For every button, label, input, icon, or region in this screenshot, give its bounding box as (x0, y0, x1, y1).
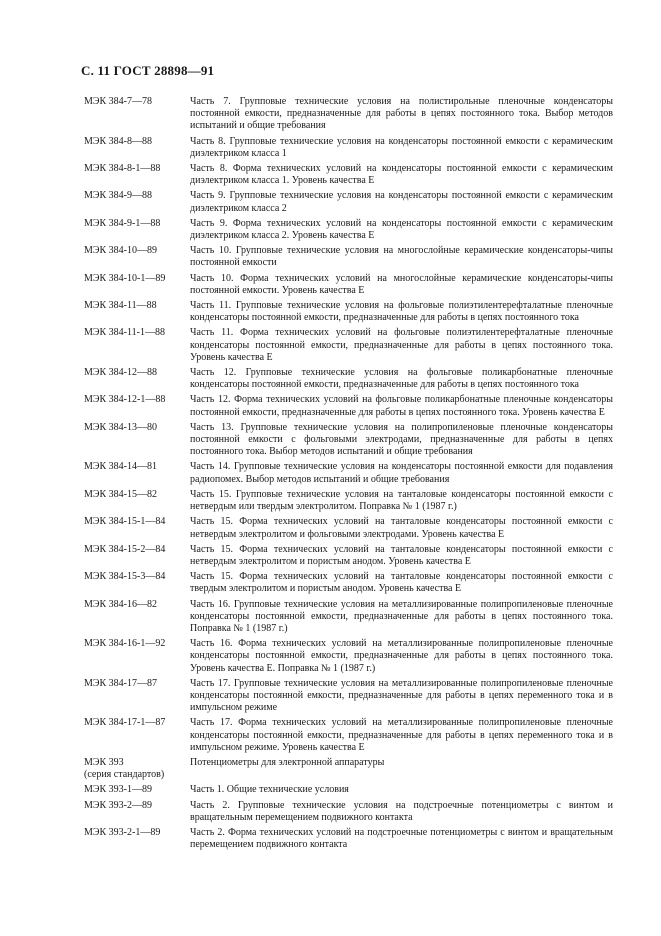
list-item (84, 678, 614, 715)
standard-code: МЭК 384-15—82 (84, 488, 157, 500)
standard-code: МЭК 384-13—80 (84, 421, 157, 433)
standard-title: Часть 14. Групповые технические условия на конденсаторы постоянной емкости для подавления радиопомех. Выбор методов испытаний и общие требования (190, 461, 613, 485)
standard-title: Потенциометры для электронной аппаратуры (190, 756, 385, 768)
standard-title: Часть 9. Форма технических условий на конденсаторы постоянной емкости с керамическим диэлектриком класса 2. Уровень качества Е (190, 217, 613, 242)
standard-code: МЭК 384-11-1—88 (84, 327, 165, 339)
standard-title: Часть 17. Форма технических условий на металлизированные полипропиленовые пленочные конденсаторы постоянной емкости, предназначенные для работы в цепях переменного тока и в импульсном режиме. Уровень качества Е (190, 717, 613, 753)
standard-code: МЭК 384-12—88 (84, 367, 157, 379)
list-item (84, 544, 614, 568)
standards-list (84, 96, 614, 854)
standard-code: МЭК 384-17-1—87 (84, 717, 166, 729)
list-item (84, 800, 614, 824)
standard-code: МЭК 384-16-1—92 (84, 638, 166, 650)
standard-title: Часть 2. Форма технических условий на подстроечные потенциометры с винтом и вращательным перемещением подвижного контакта (190, 826, 613, 851)
list-item (84, 461, 614, 485)
standard-code: МЭК 393-2-1—89 (84, 826, 161, 838)
standard-title: Часть 16. Форма технических условий на металлизированные полипропиленовые пленочные конденсаторы постоянной емкости, предназначенные для работы в цепях постоянного тока. Уровень качества Е. Поправка № 1 (1987 г.) (190, 638, 613, 674)
page-header: С. 11 ГОСТ 28898—91 (81, 63, 215, 78)
standard-code: МЭК 384-17—87 (84, 677, 157, 689)
standard-code: МЭК 384-10—89 (84, 245, 157, 257)
list-item (84, 489, 614, 513)
list-item (84, 827, 614, 851)
standard-code: МЭК 384-14—81 (84, 461, 157, 473)
standard-title: Часть 11. Форма технических условий на фольговые полиэтилентерефталатные пленочные конденсаторы постоянной емкости, предназначенные для работы в цепях постоянного тока. Уровень качества Е (190, 327, 613, 363)
standard-title: Часть 17. Групповые технические условия на металлизированные полипропиленовые пленочные конденсаторы постоянной емкости, предназначенные для работы в цепях переменного тока и в импульсном режиме (190, 677, 613, 714)
standard-title: Часть 12. Групповые технические условия на фольговые поликарбонатные пленочные конденсаторы постоянной емкости, предназначенные для работы в цепях постоянного тока (190, 367, 613, 391)
list-item (84, 717, 614, 754)
standard-title: Часть 2. Групповые технические условия на подстроечные потенциометры с винтом и вращательным перемещением подвижного контакта (190, 799, 613, 823)
standard-code: МЭК 384-9—88 (84, 190, 152, 202)
standard-title: Часть 10. Форма технических условий на многослойные керамические конденсаторы-чипы постоянной емкости. Уровень качества Е (190, 272, 613, 296)
list-item (84, 300, 614, 324)
standard-code: МЭК 393-1—89 (84, 784, 152, 796)
standard-code: МЭК 384-15-1—84 (84, 516, 166, 528)
standard-title: Часть 11. Групповые технические условия на фольговые полиэтилентерефталатные пленочные конденсаторы постоянной емкости, предназначенные для работы в цепях постоянного тока (190, 300, 613, 324)
list-item (84, 784, 614, 796)
standard-title: Часть 7. Групповые технические условия на полистирольные пленочные конденсаторы постоянной емкости, предназначенные для работы в цепях постоянного тока. Выбор методов испытаний и общие требования (190, 96, 613, 132)
standard-code: МЭК 384-8—88 (84, 135, 152, 147)
list-item (84, 367, 614, 391)
list-item (84, 136, 614, 160)
standard-title: Часть 13. Групповые технические условия на полипропиленовые пленочные конденсаторы постоянной емкости с фольговыми электродами, предназначенные для работы в цепях постоянного тока. Выбор методов испытаний и общие требования (190, 421, 613, 458)
list-item (84, 163, 614, 187)
list-item (84, 327, 614, 364)
list-item (84, 599, 614, 636)
standard-title: Часть 15. Форма технических условий на танталовые конденсаторы постоянной емкости с нетвердым электролитом и фольговыми электродами. Уровень качества Е (190, 516, 613, 540)
list-item (84, 757, 614, 781)
list-item (84, 96, 614, 133)
list-item (84, 571, 614, 595)
standard-code: МЭК 384-8-1—88 (84, 163, 161, 175)
standard-title: Часть 15. Форма технических условий на танталовые конденсаторы постоянной емкости с нетвердым электролитом и пористым анодом. Уровень качества Е (190, 543, 613, 567)
standard-code: МЭК 393-2—89 (84, 799, 152, 811)
standard-code: МЭК 384-10-1—89 (84, 272, 166, 284)
standard-code: МЭК 384-11—88 (84, 300, 157, 312)
standard-title: Часть 8. Групповые технические условия на конденсаторы постоянной емкости с керамическим диэлектриком класса 1 (190, 135, 613, 159)
standard-title: Часть 9. Групповые технические условия на конденсаторы постоянной емкости с керамическим диэлектриком класса 2 (190, 190, 613, 214)
list-item (84, 218, 614, 242)
standard-code: МЭК 393 (серия стандартов) (84, 756, 165, 781)
list-item (84, 273, 614, 297)
standard-code: МЭК 384-16—82 (84, 598, 157, 610)
standard-code: МЭК 384-7—78 (84, 96, 152, 107)
list-item (84, 638, 614, 675)
standard-title: Часть 10. Групповые технические условия на многослойные керамические конденсаторы-чипы постоянной емкости (190, 245, 613, 269)
list-item (84, 394, 614, 418)
list-item (84, 190, 614, 214)
list-item (84, 245, 614, 269)
standard-title: Часть 15. Групповые технические условия на танталовые конденсаторы постоянной емкости с нетвердым или твердым электролитом. Поправка № 1 (1987 г.) (190, 488, 613, 513)
standard-title: Часть 12. Форма технических условий на фольговые поликарбонатные пленочные конденсаторы постоянной емкости, предназначенные для работы в цепях постоянного тока. Уровень качества Е (190, 394, 613, 418)
standard-code: МЭК 384-12-1—88 (84, 394, 166, 406)
standard-title: Часть 1. Общие технические условия (190, 784, 349, 796)
standard-code: МЭК 384-9-1—88 (84, 217, 161, 229)
standard-code: МЭК 384-15-3—84 (84, 571, 166, 583)
standard-code: МЭК 384-15-2—84 (84, 543, 166, 555)
list-item (84, 516, 614, 540)
standard-title: Часть 8. Форма технических условий на конденсаторы постоянной емкости с керамическим диэлектриком класса 1. Уровень качества Е (190, 163, 613, 187)
standard-title: Часть 16. Групповые технические условия на металлизированные полипропиленовые пленочные конденсаторы постоянной емкости, предназначенные для работы в цепях постоянного тока. Поправка № 1 (1987 г.) (190, 598, 613, 634)
standard-title: Часть 15. Форма технических условий на танталовые конденсаторы постоянной емкости с твердым электролитом и пористым анодом. Уровень качества Е (190, 571, 613, 595)
list-item (84, 422, 614, 459)
